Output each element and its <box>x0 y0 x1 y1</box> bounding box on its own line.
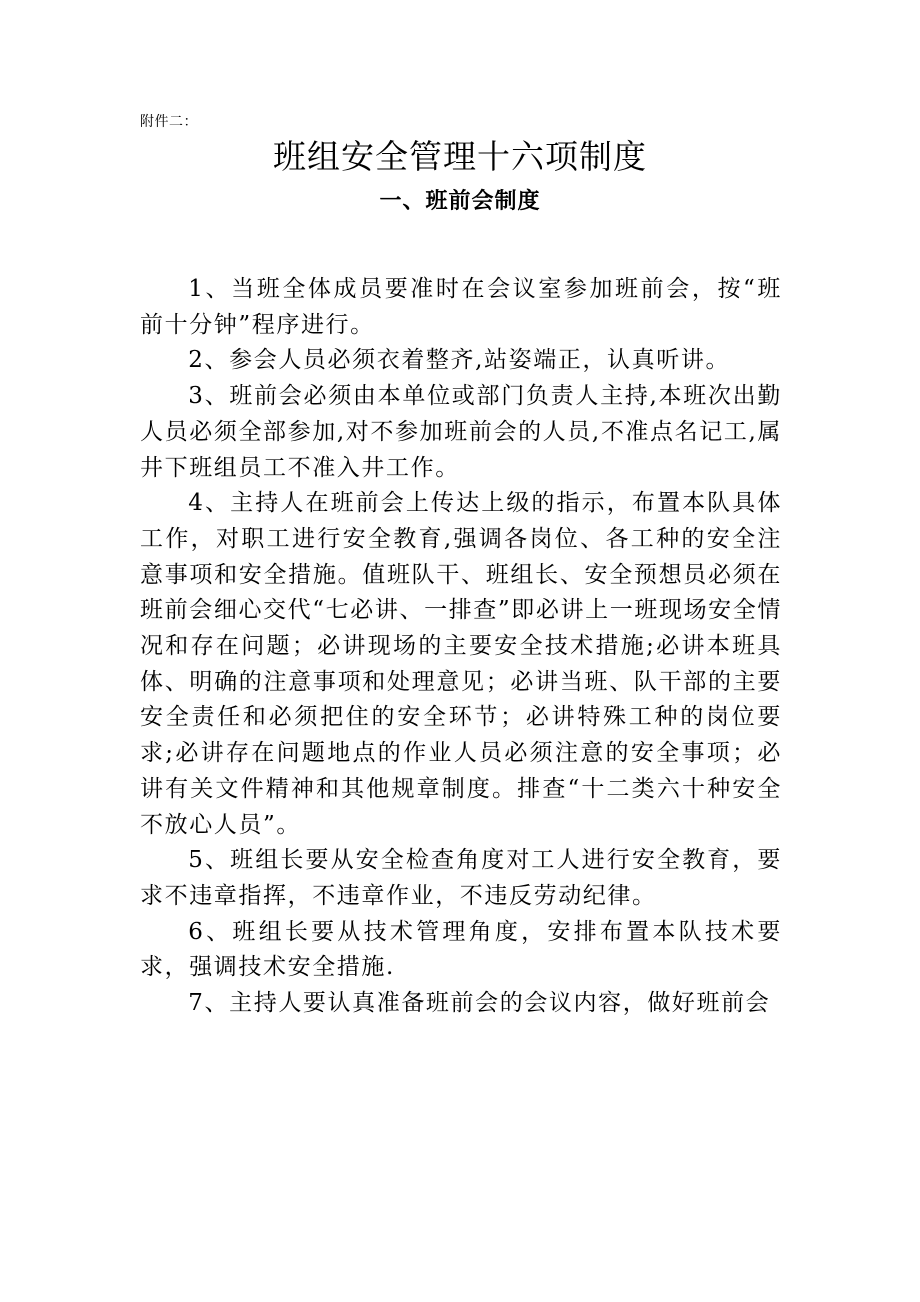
paragraph-7: 7、主持人要认真准备班前会的会议内容，做好班前会 <box>188 990 771 1017</box>
paragraph-3: 3、班前会必须由本单位或部门负责人主持,本班次出勤人员必须全部参加,对不参加班前会的人员,不准点名记工,属井下班组员工不准入井工作。 <box>140 383 782 481</box>
attachment-label: 附件二： <box>140 114 198 130</box>
paragraph-6: 6、班组长要从技术管理角度，安排布置本队技术要求，强调技术安全措施. <box>140 918 782 981</box>
paragraph-2: 2、参会人员必须衣着整齐,站姿端正，认真听讲。 <box>188 347 731 374</box>
paragraph-4: 4、主持人在班前会上传达上级的指示，布置本队具体工作，对职工进行安全教育,强调各岗位、各工种的安全注意事项和安全措施。值班队干、班组长、安全预想员必须在班前会细心交代“七必讲、一排查”即必讲上一班现场安全情况和存在问题；必讲现场的主要安全技术措施;必讲本班具体、明确的注意事项和处理意见；必讲当班、队干部的主要安全责任和必须把住的安全环节；必讲特殊工种的岗位要求;必讲存在问题地点的作业人员必须注意的安全事项；必讲有关文件精神和其他规章制度。排查“十二类六十种安全不放心人员”。 <box>140 490 782 838</box>
paragraph-1: 1、当班全体成员要准时在会议室参加班前会，按“班前十分钟”程序进行。 <box>140 276 782 338</box>
paragraph-5: 5、班组长要从安全检查角度对工人进行安全教育，要求不违章指挥，不违章作业，不违反劳动纪律。 <box>140 847 782 909</box>
document-title: 班组安全管理十六项制度 <box>273 137 647 176</box>
section-heading: 一、班前会制度 <box>379 189 541 214</box>
document-body <box>140 272 782 1022</box>
